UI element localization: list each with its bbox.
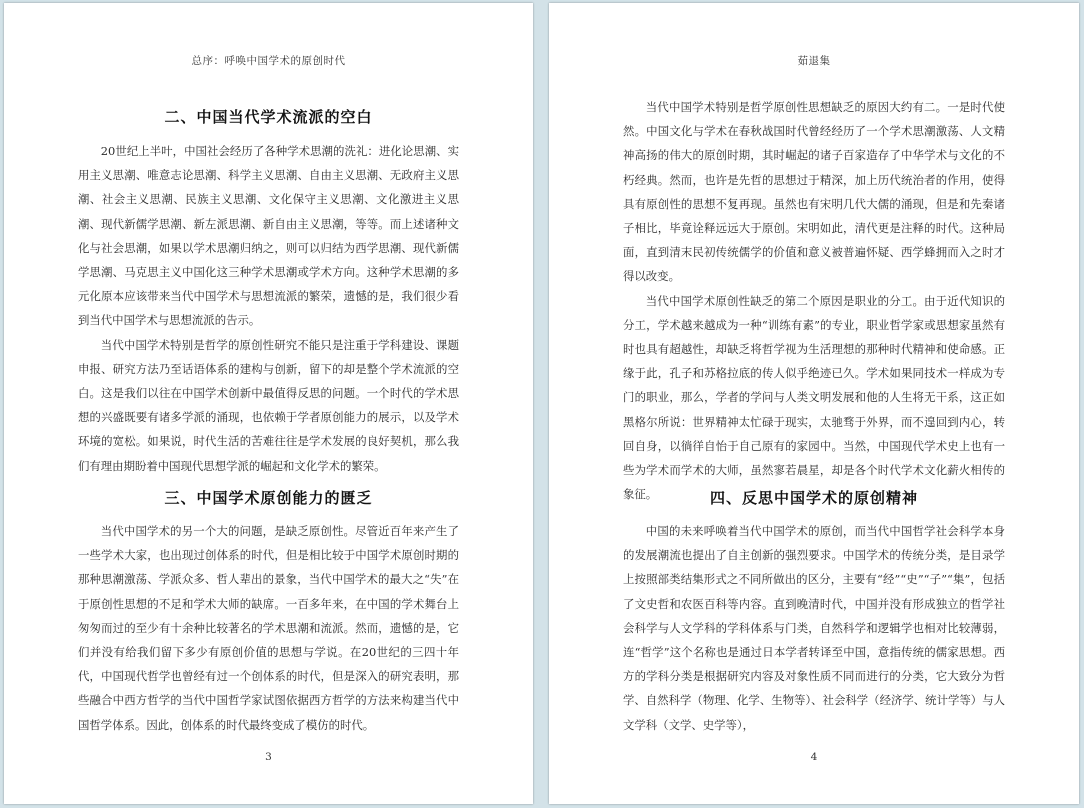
section-body xyxy=(78,519,459,737)
running-head: 总序：呼唤中国学术的原创时代 xyxy=(191,55,346,67)
paragraph: 当代中国学术特别是哲学原创性思想缺乏的原因大约有二。一是时代使然。中国文化与学术在春秋战国时代曾经经历了一个学术思潮激荡、人文精神高扬的伟大的原创时期，其时崛起的诸子百家造存了中华学术与文化的不朽经典。然而，也许是先哲的思想过于精深，加上历代统治者的作用，使得具有原创性的思想不复再现。虽然也有宋明几代大儒的涌现，但是和先秦诸子相比，毕竟诠释远远大于原创。宋明如此，清代更是注释的时代。这种局面，直到清末民初传统儒学的价值和意义被普遍怀疑、西学蜂拥而入之时才得以改变。 xyxy=(623,100,1005,284)
section-title: 三、中国学术原创能力的匮乏 xyxy=(164,489,373,507)
running-head: 茹退集 xyxy=(797,55,831,67)
section-body xyxy=(623,519,1005,737)
page-number: 3 xyxy=(265,751,272,763)
page-number: 4 xyxy=(810,751,818,763)
section-title: 二、中国当代学术流派的空白 xyxy=(164,108,373,126)
paragraph: 当代中国学术原创性缺乏的第二个原因是职业的分工。由于近代知识的分工，学术越来越成为一种“训练有素”的专业，职业哲学家或思想家虽然有时也具有超越性，却缺乏将哲学视为生活理想的那种时代精神和使命感。正缘于此，孔子和苏格拉底的传人似乎绝迹已久。学术如果同技术一样成为专门的职业，那么，学者的学问与人类文明发展和他的人生将无干系，这正如黑格尔所说：世界精神太忙碌于现实，太驰骛于外界，而不遑回到内心，转回自身，以徜徉自怡于自己原有的家园中。当然，中国现代学术史上也有一些为学术而学术的大师，虽然寥若晨星，却是各个时代学术文化薪火相传的象征。 xyxy=(623,293,1005,502)
section-title: 四、反思中国学术的原创精神 xyxy=(709,489,918,507)
paragraph: 当代中国学术的另一个大的问题，是缺乏原创性。尽管近百年来产生了一些学术大家，也出现过创体系的时代，但是相比较于中国学术原创时期的那种思潮激荡、学派众多、哲人辈出的景象，当代中国学术的最大之“失”在于原创性思想的不足和学术大师的缺席。一百多年来，在中国的学术舞台上匆匆而过的至少有十余种比较著名的学术思潮和流派。然而，遗憾的是，它们并没有给我们留下多少有原创价值的思想与学说。在20世纪的三四十年代，中国现代哲学也曾经有过一个创体系的时代，但是深入的研究表明，那些融合中西方哲学的当代中国哲学家试图依据西方哲学的方法来构建当代中国哲学体系。因此，创体系的时代最终变成了模仿的时代。 xyxy=(78,524,459,732)
paragraph: 中国的未来呼唤着当代中国学术的原创，而当代中国哲学社会科学本身的发展潮流也提出了自主创新的强烈要求。中国学术的传统分类，是目录学上按照部类结集形式之不同所做出的区分，主要有“经”“史”“子”“集”，包括了文史哲和农医百科等内容。直到晚清时代，中国并没有形成独立的哲学社会科学与人文学科的学科体系与门类，自然科学和逻辑学也相对比较薄弱，连“哲学”这个名称也是通过日本学者转译至中国，意指传统的儒家思想。西方的学科分类是根据研究内容及对象性质不同而进行的分类，它大致分为哲学、自然科学（物理、化学、生物等）、社会科学（经济学、统计学等）与人文学科（文学、史学等）， xyxy=(623,524,1005,732)
page-3 xyxy=(4,3,533,804)
section-body xyxy=(78,139,459,478)
page-4 xyxy=(549,3,1079,804)
section-body xyxy=(623,95,1005,506)
paragraph: 当代中国学术特别是哲学的原创性研究不能只是注重于学科建设、课题申报、研究方法乃至话语体系的建构与创新，留下的却是整个学术流派的空白。这是我们以往在中国学术创新中最值得反思的问题。一个时代的学术思想的兴盛既要有诸多学派的涌现，也依赖于学者原创能力的展示，以及学术环境的宽松。如果说，时代生活的苦难往往是学术发展的良好契机，那么我们有理由期盼着中国现代思想学派的崛起和文化学术的繁荣。 xyxy=(78,337,459,473)
paragraph: 20世纪上半叶，中国社会经历了各种学术思潮的洗礼：进化论思潮、实用主义思潮、唯意志论思潮、科学主义思潮、自由主义思潮、无政府主义思潮、社会主义思潮、民族主义思潮、文化保守主义思潮、文化激进主义思潮、现代新儒学思潮、新左派思潮、新自由主义思潮，等等。而上述诸种文化与社会思潮，如果以学术思潮归纳之，则可以归结为西学思潮、现代新儒学思潮、马克思主义中国化这三种学术思潮或学术方向。这种学术思潮的多元化原本应该带来当代中国学术与思想流派的繁荣，遗憾的是，我们很少看到当代中国学术与思想流派的告示。 xyxy=(78,144,459,328)
